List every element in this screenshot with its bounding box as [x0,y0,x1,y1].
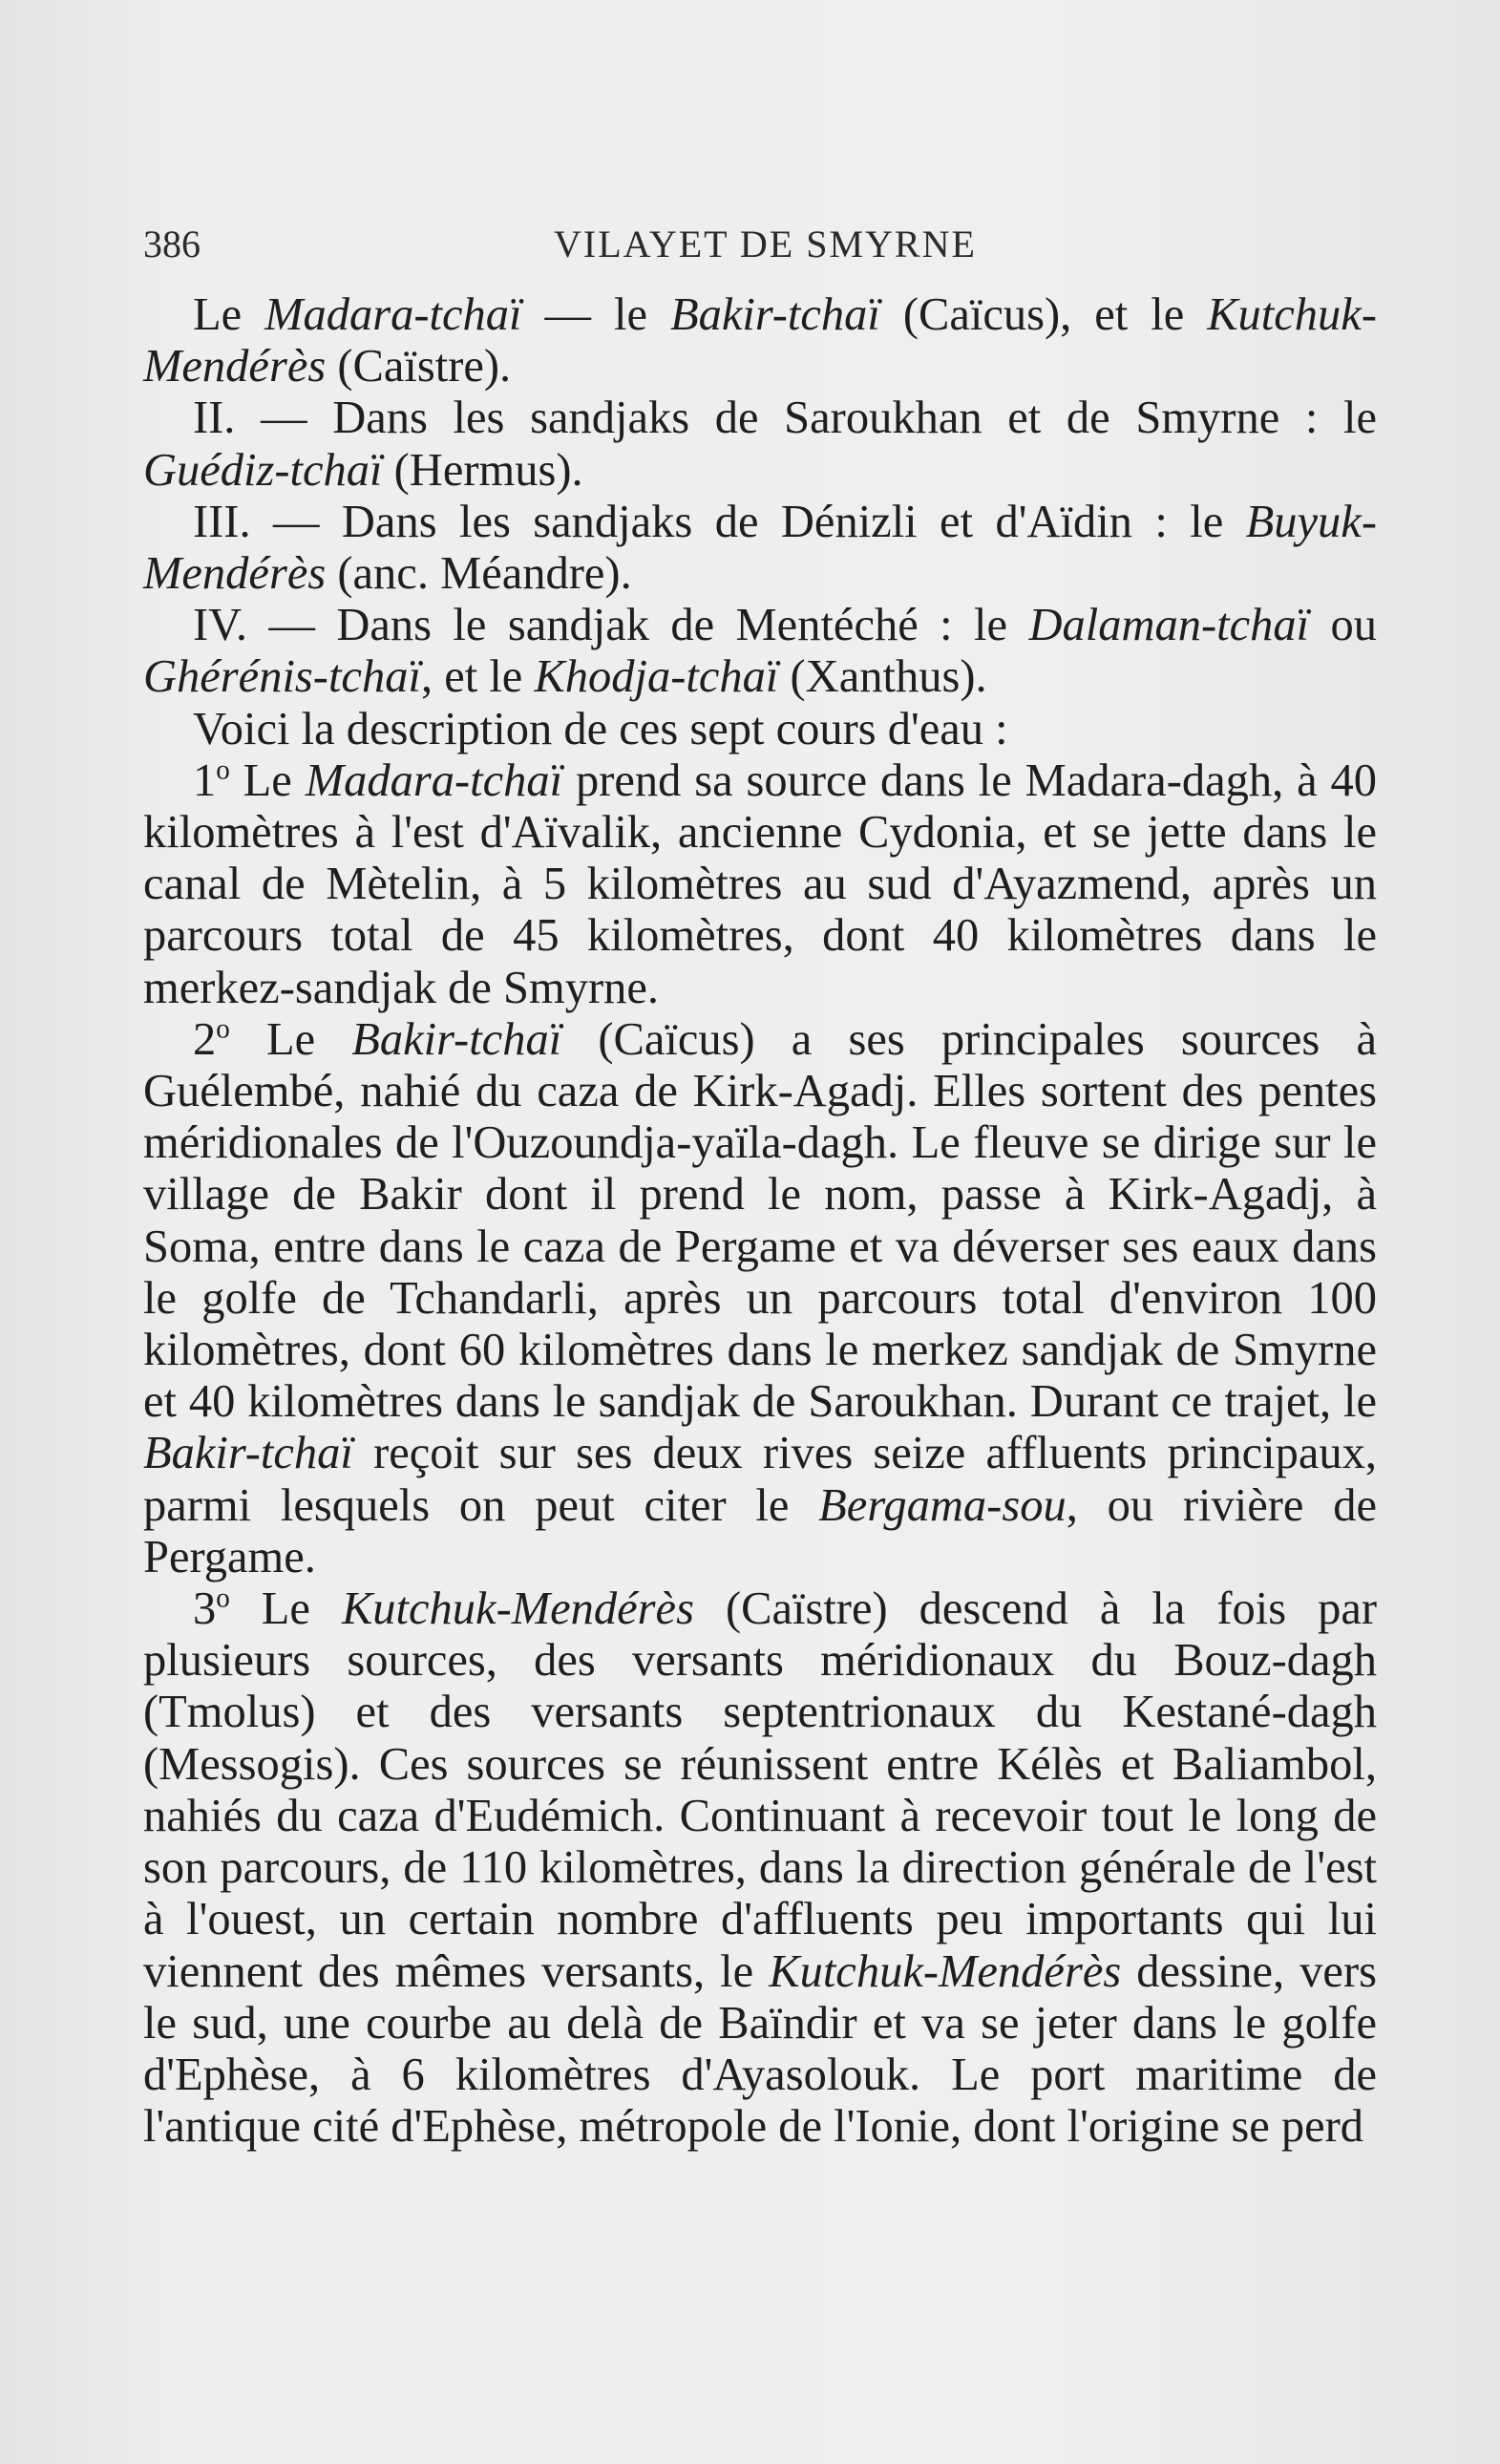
text-run: IV. — Dans le sandjak de Mentéché : le [193,600,1029,651]
text-run: ou [1309,600,1377,651]
italic-run: Ghérénis-tchaï [143,651,421,703]
text-run: prend sa source dans le Madara-dagh, à 40 kilomètres à l'est d'Aïvalik, ancienne Cydonia, et se jette dans le canal de Mètelin, à 5 kilomètres au sud d'Ayazmend, après un parcours total de 45 kilomètres, dont 40 kilomètres dans le merkez-sandjak de Smyrne. [143,754,1377,1013]
italic-run: Madara-tchaï [305,754,563,806]
superscript-run: o [216,1013,230,1045]
paragraph [143,755,1377,1014]
paragraph [143,1583,1377,2153]
paragraph [143,289,1377,393]
text-run: (Caïstre). [326,341,512,393]
text-run: dessine, vers le sud, une courbe au delà de Baïndir et va se jeter dans le golfe d'Ephèse, à 6 kilomètres d'Ayasolouk. Le port maritime de l'antique cité d'Ephèse, métropole de l'Ionie, dont l'origine se perd [143,1945,1377,2153]
text-run: Voici la description de ces sept cours d'eau : [193,703,1008,754]
italic-run: Kutchuk-Mendérès [341,1583,694,1635]
italic-run: Bakir-tchaï [143,1428,353,1479]
text-run: (Xanthus). [778,651,987,703]
running-title: VILAYET DE SMYRNE [554,223,977,266]
italic-run: Kutchuk-Mendérès [143,289,1377,393]
superscript-run: o [216,754,230,786]
italic-run: Bakir-tchaï [351,1013,562,1065]
paragraph [143,393,1377,496]
text-run: (Hermus). [382,444,583,496]
text-run: Le [229,754,306,806]
text-run: (Caïstre) descend à la fois par plusieurs sources, des versants méridionaux du Bouz-dagh (Tmolus) et des versants septentrionaux du Kestané-dagh (Messogis). Ces sources se réunissent entre Kélès et Baliambol, nahiés du caza d'Eudémich. Continuant à recevoir tout le long de son parcours, de 110 kilomètres, dans la direction générale de l'est à l'ouest, un certain nombre d'affluents peu importants qui lui viennent des mêmes versants, le [143,1583,1377,1997]
text-run: III. — Dans les sandjaks de Dénizli et d'Aïdin : le [193,496,1246,547]
paragraph [143,1014,1377,1583]
text-run: , ou rivière de Pergame. [143,1479,1377,1582]
text-run: 1 [193,754,217,806]
body-text [143,289,1377,2153]
italic-run: Kutchuk-Mendérès [769,1945,1122,1997]
text-run: reçoit sur ses deux rives seize affluents principaux, parmi lesquels on peut citer le [143,1428,1377,1531]
text-run: Le [229,1013,352,1065]
text-run: Le [193,289,265,340]
italic-run: Bakir-tchaï [669,289,880,340]
paragraph [143,600,1377,703]
text-run: — le [521,289,670,340]
italic-run: Bergama-sou [818,1479,1067,1531]
text-run: II. — Dans les sandjaks de Saroukhan et de Smyrne : le [193,393,1377,444]
paragraph [143,704,1377,755]
italic-run: Guédiz-tchaï [143,444,383,496]
superscript-run: o [216,1582,230,1614]
italic-run: Madara-tchaï [264,289,522,340]
text-run: 3 [193,1583,217,1635]
page-number: 386 [143,223,201,266]
text-run: , et le [420,651,535,703]
italic-run: Buyuk-Mendérès [143,496,1377,600]
text-run: (Caïcus) a ses principales sources à Guélembé, nahié du caza de Kirk-Agadj. Elles sortent des pentes méridionales de l'Ouzoundja-yaïla-dagh. Le fleuve se dirige sur le village de Bakir dont il prend le nom, passe à Kirk-Agadj, à Soma, entre dans le caza de Pergame et va déverser ses eaux dans le golfe de Tchandarli, après un parcours total d'environ 100 kilomètres, dont 60 kilomètres dans le merkez sandjak de Smyrne et 40 kilomètres dans le sandjak de Saroukhan. Durant ce trajet, le [143,1013,1377,1428]
text-run: (anc. Méandre). [326,548,632,600]
paragraph [143,497,1377,600]
text-run: (Caïcus), et le [879,289,1208,340]
running-head [143,222,1375,279]
italic-run: Khodja-tchaï [534,651,779,703]
text-run: Le [229,1583,342,1635]
italic-run: Dalaman-tchaï [1028,600,1310,651]
text-run: 2 [193,1013,217,1065]
